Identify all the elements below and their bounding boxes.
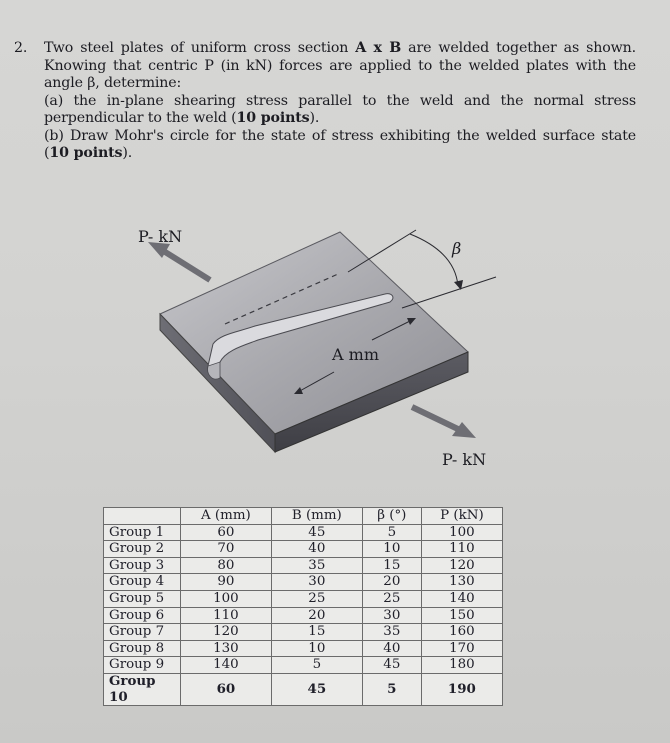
table-cell: 100 bbox=[181, 590, 272, 607]
table-cell: 100 bbox=[421, 524, 502, 541]
table-cell: 130 bbox=[421, 574, 502, 591]
force-arrow-left bbox=[162, 250, 210, 280]
table-row bbox=[104, 640, 503, 657]
table-cell: 180 bbox=[421, 657, 502, 674]
problem-statement bbox=[14, 40, 636, 163]
table-cell: 70 bbox=[181, 541, 272, 558]
table-cell: Group 2 bbox=[104, 541, 181, 558]
table-cell: 5 bbox=[271, 657, 362, 674]
table-header: A (mm) bbox=[181, 508, 272, 525]
table-cell: 140 bbox=[181, 657, 272, 674]
table-cell: 45 bbox=[271, 673, 362, 705]
table-cell: 10 bbox=[362, 541, 421, 558]
table-cell: 15 bbox=[271, 624, 362, 641]
table-row bbox=[104, 557, 503, 574]
table-cell: 110 bbox=[181, 607, 272, 624]
angle-label: β bbox=[452, 239, 462, 258]
table-cell: Group 6 bbox=[104, 607, 181, 624]
angle-ref-line-2 bbox=[402, 277, 496, 308]
problem-body bbox=[44, 40, 636, 163]
table-header: P (kN) bbox=[421, 508, 502, 525]
table-cell: 5 bbox=[362, 673, 421, 705]
table-cell: 5 bbox=[362, 524, 421, 541]
table-cell: 90 bbox=[181, 574, 272, 591]
table-row bbox=[104, 541, 503, 558]
table-cell: 150 bbox=[421, 607, 502, 624]
table-cell: 45 bbox=[271, 524, 362, 541]
table-header-row bbox=[104, 508, 503, 525]
force-arrow-right bbox=[412, 407, 460, 430]
section-label: A x B bbox=[355, 40, 402, 56]
table-cell: 170 bbox=[421, 640, 502, 657]
table-cell: 160 bbox=[421, 624, 502, 641]
table-cell: 60 bbox=[181, 524, 272, 541]
table-cell: 35 bbox=[271, 557, 362, 574]
force-label-left: P- kN bbox=[138, 227, 183, 246]
table-cell: 30 bbox=[362, 607, 421, 624]
table-cell: 20 bbox=[362, 574, 421, 591]
angle-arc bbox=[410, 234, 458, 286]
table-row bbox=[104, 590, 503, 607]
table-cell: 20 bbox=[271, 607, 362, 624]
table-row bbox=[104, 657, 503, 674]
table-header bbox=[104, 508, 181, 525]
table-cell: Group 4 bbox=[104, 574, 181, 591]
table-cell: Group 5 bbox=[104, 590, 181, 607]
table-row bbox=[104, 673, 503, 705]
force-label-right: P- kN bbox=[442, 450, 487, 469]
table-cell: Group 8 bbox=[104, 640, 181, 657]
table-row bbox=[104, 624, 503, 641]
table-cell: Group 7 bbox=[104, 624, 181, 641]
table-cell: 45 bbox=[362, 657, 421, 674]
dimension-label: A mm bbox=[332, 345, 379, 364]
table-row bbox=[104, 607, 503, 624]
table-cell: 15 bbox=[362, 557, 421, 574]
table-cell: 190 bbox=[421, 673, 502, 705]
table-row bbox=[104, 574, 503, 591]
table-cell: Group 9 bbox=[104, 657, 181, 674]
table-cell: 25 bbox=[362, 590, 421, 607]
table-cell: 140 bbox=[421, 590, 502, 607]
group-data-table bbox=[103, 507, 503, 706]
problem-intro: Two steel plates of uniform cross section A x B are welded together as shown. Knowing that centric P (in kN) forces are applied to the welded plates with the angle β, determine: bbox=[44, 40, 636, 91]
table-cell: 10 bbox=[271, 640, 362, 657]
table-cell: 110 bbox=[421, 541, 502, 558]
table-header: β (°) bbox=[362, 508, 421, 525]
part-a-points: 10 points bbox=[236, 110, 310, 126]
table-header: B (mm) bbox=[271, 508, 362, 525]
table-cell: 35 bbox=[362, 624, 421, 641]
table-cell: Group 1 bbox=[104, 524, 181, 541]
table-cell: Group 3 bbox=[104, 557, 181, 574]
table-cell: 30 bbox=[271, 574, 362, 591]
plate-top-face bbox=[160, 232, 468, 434]
table-cell: 130 bbox=[181, 640, 272, 657]
welded-plates-diagram bbox=[120, 222, 520, 482]
table-cell: 40 bbox=[271, 541, 362, 558]
table-cell: 120 bbox=[421, 557, 502, 574]
part-b-points: 10 points bbox=[49, 145, 123, 161]
table-cell: 80 bbox=[181, 557, 272, 574]
table-cell: Group 10 bbox=[104, 673, 181, 705]
table-row bbox=[104, 524, 503, 541]
table-cell: 120 bbox=[181, 624, 272, 641]
table-cell: 60 bbox=[181, 673, 272, 705]
table-cell: 25 bbox=[271, 590, 362, 607]
welded-plates-figure bbox=[120, 222, 520, 482]
part-a: (a) the in-plane shearing stress parallel to the weld and the normal stress perpendicular to the weld (10 points). bbox=[44, 92, 636, 126]
problem-number: 2. bbox=[14, 40, 28, 56]
part-b: (b) Draw Mohr's circle for the state of stress exhibiting the welded surface state (10 points). bbox=[44, 127, 636, 161]
data-table-wrapper bbox=[103, 507, 503, 706]
table-cell: 40 bbox=[362, 640, 421, 657]
